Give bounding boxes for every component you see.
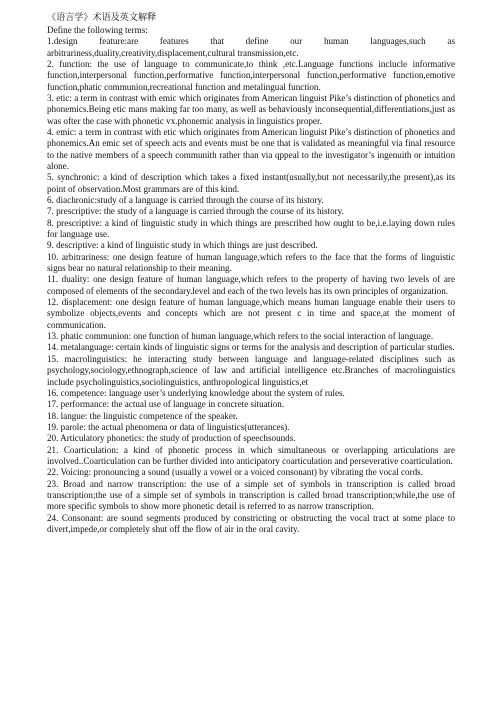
- term-entry-design-feature: 1.design feature:are features that define our human languages,such as arbitrariness,duality,creativity,displacement,cultural transmission,etc.: [47, 36, 455, 58]
- term-entry-function: 2. function: the use of language to communicate,to think ,etc.Language functions inclucle informative function,interpersonal function,performative function,interpersonal function,performative function,emotive function,phatic communion,recreational function and metalingual function.: [47, 58, 455, 92]
- term-entry-articulatory-phonetics: 20. Articulatory phonetics: the study of production of speechsounds.: [47, 433, 296, 444]
- term-entry-displacement: 12. displacement: one design feature of human language,which means human language enable their users to symbolize objects,events and concepts which are not present c in time and space,at the moment of communication.: [47, 297, 455, 330]
- term-entry-diachronic: 6. diachronic:study of a language is carried through the course of its history.: [47, 195, 324, 205]
- term-entry-voicing: 22. Voicing: pronouncing a sound (usually a vowel or a voiced consonant) by vibrating the vocal cords.: [47, 467, 423, 478]
- term-entry-prescriptive-a: 7. prescriptive: the study of a language is carried through the course of its history.: [47, 206, 344, 217]
- term-entry-phatic-communion: 13. phatic communion: one function of human language,which refers to the social interaction of language.: [47, 331, 434, 342]
- document-intro: Define the following terms:: [47, 24, 148, 35]
- document-page: [47, 12, 455, 535]
- term-list: [47, 36, 455, 535]
- term-entry-macrolinguistics: 15. macrolinguistics: he interacting study between language and language-related disciplines such as psychology,sociology,ethnograph,science of law and artificial intelligence etc.Branches of macrolinguistics include psycholinguistics,sociolinguistics, anthropological linguistics,et: [47, 353, 455, 387]
- term-entry-etic: 3. etic: a term in contrast with emic which originates from American linguist Pike’s distinction of phonetics and phonemics.Being etic mans making far too many, as well as behaviously inconsequential,differentiations,just as was ofter the case with phonetic vx.phonemic analysis in linguistics proper.: [47, 92, 455, 126]
- term-entry-performance: 17. performance: the actual use of language in concrete situation.: [47, 399, 285, 410]
- term-entry-consonant: 24. Consonant: are sound segments produced by constricting or obstructing the vocal tract at some place to divert,impede,or completely shut off the flow of air in the oral cavity.: [47, 512, 455, 534]
- document-title: 《语言学》术语及英文解释: [47, 12, 157, 22]
- term-entry-prescriptive-b: 8. prescriptive: a kind of linguistic study in which things are prescribed how ought to be,i.e.laying down rules for language use.: [47, 217, 455, 240]
- term-entry-metalanguage: 14. metalanguage: certain kinds of linguistic signs or terms for the analysis and description of particular studies.: [47, 342, 455, 353]
- term-entry-coarticulation: 21. Coarticulation: a kind of phonetic process in which simultaneous or overlapping articulations are involved..Coarticulation can be further divided into anticipatory coarticulation and perseverative coarticulation.: [47, 444, 455, 466]
- term-entry-descriptive: 9. descriptive: a kind of linguistic study in which things are just described.: [47, 240, 318, 251]
- term-entry-emic: 4. emic: a term in contrast with etic which originates from American linguist Pike’s distinction of phonetics and phonemics.An emic set of speech acts and events must be one that is validated as meaningful via final resource to the native members of a speech communith rather than via qppeal to the investigator’s ingenuith or intuition alone.: [47, 126, 455, 171]
- term-entry-synchronic: 5. synchronic: a kind of description which takes a fixed instant(usually,but not necessarily,the present),as its point of observation.Most grammars are of this kind.: [47, 172, 455, 194]
- term-entry-arbitrariness: 10. arbitrariness: one design feature of human language,which refers to the face that the forms of linguistic signs bear no natural relationship to their meaning.: [47, 251, 455, 274]
- term-entry-competence: 16. competence: language user’s underlying knowledge about the system of rules.: [47, 387, 345, 398]
- term-entry-langue: 18. langue: the linguistic competence of the speaker.: [47, 410, 238, 421]
- term-entry-duality: 11. duality: one design feature of human language,which refers to the property of having two levels of are composed of elements of the secondary.level and each of the two levels has its own principles of organization.: [47, 274, 455, 296]
- term-entry-broad-narrow-transcription: 23. Broad and narrow transcription: the use of a simple set of symbols in transcription is called broad transcription;the use of a simple set of symbols in transcription is called broad transcription;while,the use of more specific symbols to show more phonetic detail is referred to as narrow transcription.: [47, 478, 455, 512]
- term-entry-parole: 19. parole: the actual phenomena or data of linguistics(utterances).: [47, 421, 290, 432]
